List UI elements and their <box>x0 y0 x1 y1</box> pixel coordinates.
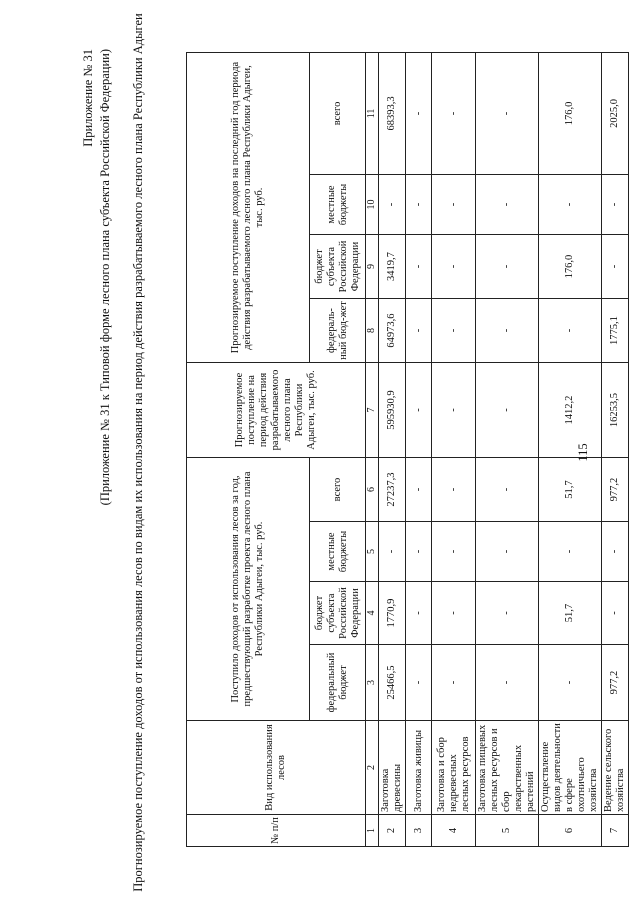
column-number: 4 <box>366 582 379 645</box>
page-number: 115 <box>576 443 590 462</box>
column-number: 10 <box>366 175 379 235</box>
column-number: 11 <box>366 52 379 174</box>
table-row <box>476 52 539 846</box>
table-cell: 51,7 <box>539 582 602 645</box>
table-cell: 68393,3 <box>379 52 406 174</box>
column-number: 6 <box>366 458 379 522</box>
header-forecast-total: Прогнозируемое поступление на период действия разрабатываемого лесного плана Республики Адыгеи, тыс. руб. <box>187 363 366 458</box>
table-cell: 176,0 <box>539 52 602 174</box>
column-number: 1 <box>366 815 379 847</box>
table-cell: - <box>432 363 476 458</box>
header-total: всего <box>310 458 366 522</box>
table-cell: 27237,3 <box>379 458 406 522</box>
table-cell: - <box>476 645 539 721</box>
table-cell: - <box>476 235 539 299</box>
header-local-forecast: местные бюджеты <box>310 175 366 235</box>
table-cell: 25466,5 <box>379 645 406 721</box>
table-cell: - <box>432 52 476 174</box>
table-cell: Заготовка древесины <box>379 721 406 815</box>
column-number: 2 <box>366 721 379 815</box>
table-cell: - <box>432 645 476 721</box>
table-cell: 5 <box>476 815 539 847</box>
table-cell: Заготовка и сбор недревесных лесных ресурсов <box>432 721 476 815</box>
table-cell: - <box>539 645 602 721</box>
table-cell: Заготовка пищевых лесных ресурсов и сбор лекарственных растений <box>476 721 539 815</box>
table-row <box>432 52 476 846</box>
header-federal: федеральный бюджет <box>310 645 366 721</box>
table-cell: Заготовка живицы <box>406 721 432 815</box>
table-cell: 6 <box>539 815 602 847</box>
table-cell: - <box>406 582 432 645</box>
column-number: 8 <box>366 299 379 363</box>
table-cell: 595930,9 <box>379 363 406 458</box>
table-cell: - <box>406 175 432 235</box>
header-received-group: Поступило доходов от использования лесов за год, предшествующий разработке проекта лесного плана Республики Адыгеи, тыс. руб. <box>187 458 310 721</box>
table-cell: 1775,1 <box>602 299 629 363</box>
table-cell: 1412,2 <box>539 363 602 458</box>
table-cell: 7 <box>602 815 629 847</box>
table-cell: - <box>539 299 602 363</box>
table-cell: - <box>432 175 476 235</box>
table-cell: - <box>406 52 432 174</box>
table-cell: 51,7 <box>539 458 602 522</box>
header-subject-forecast: бюджет субъекта Российской Федерации <box>310 235 366 299</box>
table-cell: 64973,6 <box>379 299 406 363</box>
table-cell: - <box>476 175 539 235</box>
table-cell: - <box>432 299 476 363</box>
table-cell: - <box>432 582 476 645</box>
revenue-forecast-table <box>186 52 629 847</box>
header-forecast-group: Прогнозируемое поступление доходов на последний год периода действия разрабатываемого лесного плана Республики Адыгеи, тыс. руб. <box>187 52 310 362</box>
header-total-forecast: всего <box>310 52 366 174</box>
table-cell: - <box>406 645 432 721</box>
table-cell: - <box>379 175 406 235</box>
table-cell: - <box>406 522 432 582</box>
header-local: местные бюджеты <box>310 522 366 582</box>
header-use-type: Вид использования лесов <box>187 721 366 815</box>
table-cell: 176,0 <box>539 235 602 299</box>
table-cell: - <box>379 522 406 582</box>
table-cell: 3419,7 <box>379 235 406 299</box>
table-cell: - <box>406 299 432 363</box>
header-num: № п/п <box>187 815 366 847</box>
document-title: Прогнозируемое поступление доходов от использования лесов по видам их использования на период действия разрабатываемого лесного плана Республики Адыгеи <box>131 13 145 892</box>
header-subject: бюджет субъекта Российской Федерации <box>310 582 366 645</box>
table-cell: - <box>406 235 432 299</box>
table-cell: - <box>539 522 602 582</box>
table-row <box>602 52 629 846</box>
table-cell: - <box>432 235 476 299</box>
table-cell: - <box>476 582 539 645</box>
column-number-row <box>366 52 379 846</box>
table-cell: - <box>602 522 629 582</box>
column-number: 3 <box>366 645 379 721</box>
table-cell: - <box>432 458 476 522</box>
table-cell: - <box>476 522 539 582</box>
table-cell: Осуществление видов деятельности в сфере охотничьего хозяйства <box>539 721 602 815</box>
table-cell: 1770,9 <box>379 582 406 645</box>
appendix-note: (Приложение № 31 к Типовой форме лесного плана субъекта Российской Федерации) <box>98 49 112 506</box>
table-row <box>406 52 432 846</box>
table-cell: - <box>406 458 432 522</box>
table-cell: - <box>602 582 629 645</box>
table-cell: 2 <box>379 815 406 847</box>
table-cell: 16253,5 <box>602 363 629 458</box>
table-cell: 977,2 <box>602 645 629 721</box>
table-cell: - <box>432 522 476 582</box>
table-row <box>539 52 602 846</box>
table-cell: 3 <box>406 815 432 847</box>
table-cell: - <box>476 458 539 522</box>
table-cell: 4 <box>432 815 476 847</box>
column-number: 5 <box>366 522 379 582</box>
appendix-label: Приложение № 31 <box>81 49 95 147</box>
table-cell: - <box>406 363 432 458</box>
column-number: 9 <box>366 235 379 299</box>
column-number: 7 <box>366 363 379 458</box>
table-cell: - <box>539 175 602 235</box>
table-cell: - <box>476 52 539 174</box>
table-cell: - <box>602 175 629 235</box>
header-federal-forecast: федераль-ный бюд-жет <box>310 299 366 363</box>
table-cell: - <box>476 363 539 458</box>
table-cell: 2025,0 <box>602 52 629 174</box>
table-cell: Ведение сельского хозяйства <box>602 721 629 815</box>
table-row <box>379 52 406 846</box>
table-cell: - <box>602 235 629 299</box>
table-cell: - <box>476 299 539 363</box>
table-cell: 977,2 <box>602 458 629 522</box>
